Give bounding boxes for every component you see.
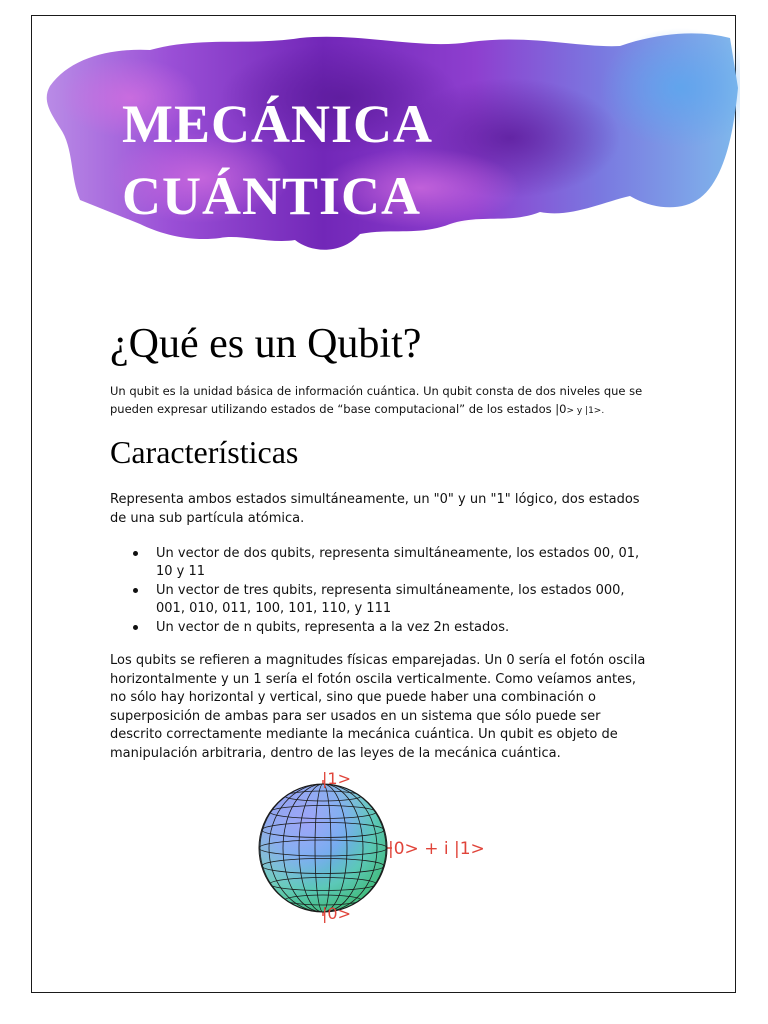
list-item	[130, 619, 655, 637]
bullet-icon	[133, 625, 138, 630]
list-item-text: Un vector de tres qubits, representa simultáneamente, los estados 000, 001, 010, 011, 100, 101, 110, y 111	[156, 583, 625, 616]
bullet-list	[130, 545, 655, 638]
list-item	[130, 582, 655, 618]
banner-title: MECÁNICA CUÁNTICA	[122, 94, 431, 226]
label-state-one: |1>	[322, 769, 351, 788]
section-heading: Características	[110, 434, 299, 470]
intro-paragraph	[110, 382, 650, 420]
watercolor-banner	[40, 28, 740, 268]
label-state-zero: |0>	[322, 904, 351, 923]
paragraph-states: Representa ambos estados simultáneamente, un "0" y un "1" lógico, dos estados de una sub partícula atómica.	[110, 492, 640, 526]
bullet-icon	[133, 588, 138, 593]
label-superposition: |0> + i |1>	[388, 839, 485, 859]
intro-text: Un qubit es la unidad básica de información cuántica. Un qubit consta de dos niveles que se pueden expresar utilizando estados de “base computacional” de los estados |0	[110, 384, 643, 416]
bullet-icon	[133, 551, 138, 556]
page-title: ¿Qué es un Qubit?	[110, 321, 422, 367]
bloch-sphere-figure	[236, 766, 494, 930]
intro-tail: > y |1>.	[566, 406, 605, 416]
list-item-text: Un vector de dos qubits, representa simultáneamente, los estados 00, 01, 10 y 11	[156, 546, 640, 579]
paragraph-qubits: Los qubits se refieren a magnitudes físicas emparejadas. Un 0 sería el fotón oscila horizontalmente y un 1 sería el fotón oscila verticalmente. Como veíamos antes, no sólo hay horizontal y vertical, sino que puede haber una combinación o superposición de ambas para ser usados en un sistema que sólo puede ser descrito correctamente mediante la mecánica cuántica. Un qubit es objeto de manipulación arbitraria, dentro de las leyes de la mecánica cuántica.	[110, 653, 646, 761]
list-item	[130, 545, 655, 581]
list-item-text: Un vector de n qubits, representa a la vez 2n estados.	[156, 620, 510, 635]
